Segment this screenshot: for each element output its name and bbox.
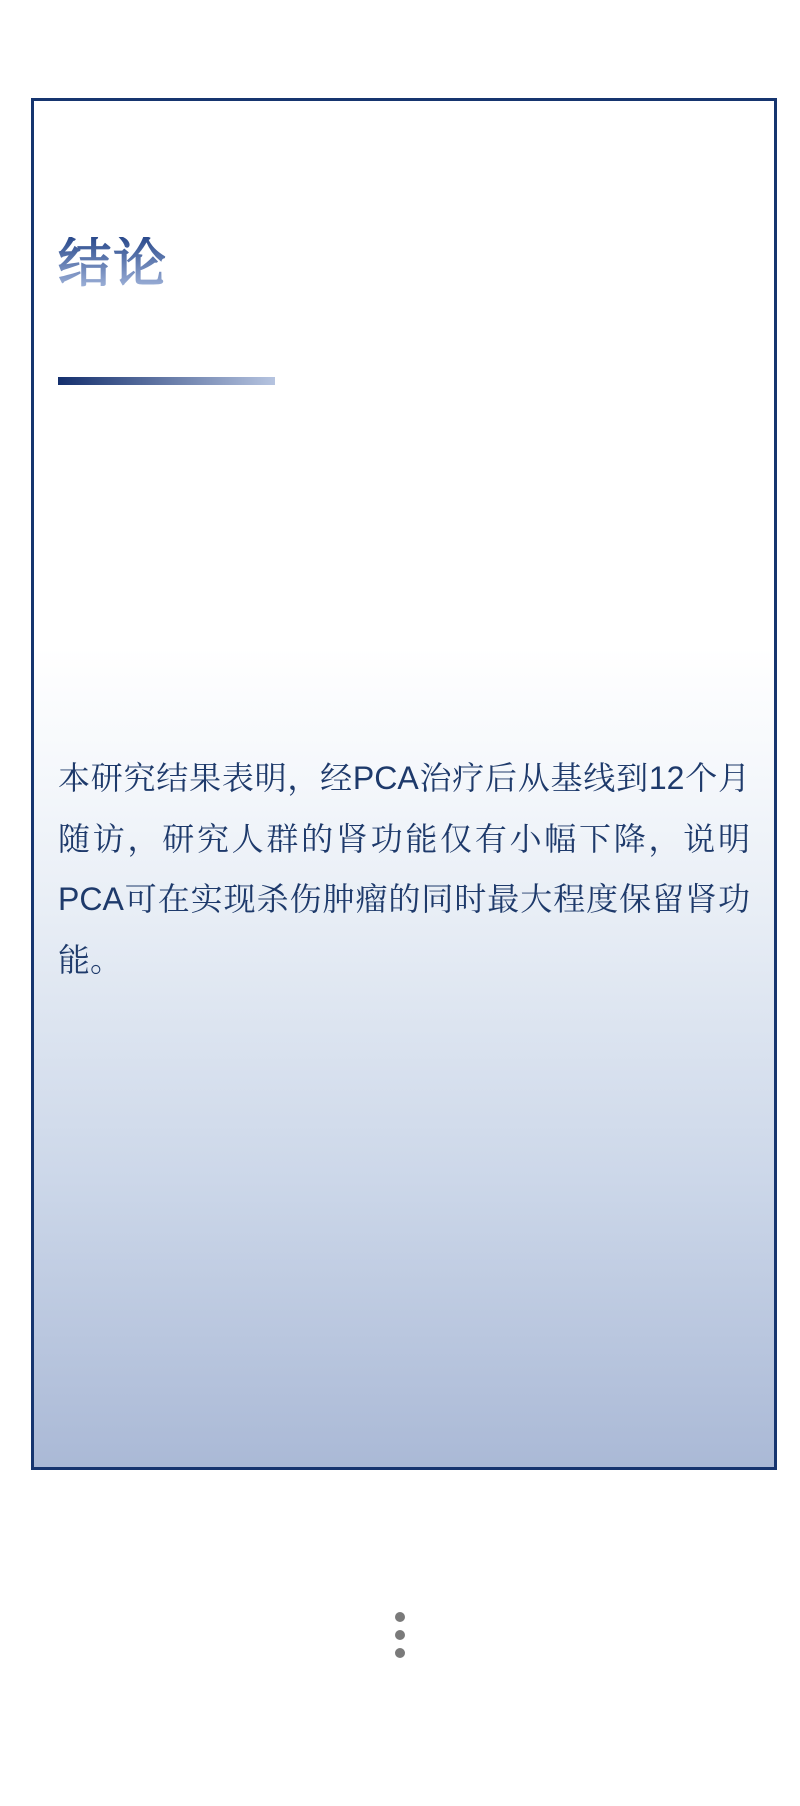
more-options-icon[interactable] [395,1612,405,1658]
title-divider [58,377,275,385]
ellipsis-dot [395,1648,405,1658]
conclusion-card [31,98,777,1470]
conclusion-paragraph: 本研究结果表明，经PCA治疗后从基线到12个月随访，研究人群的肾功能仅有小幅下降，说明PCA可在实现杀伤肿瘤的同时最大程度保留肾功能。 [58,760,750,978]
ellipsis-dot [395,1612,405,1622]
ellipsis-dot [395,1630,405,1640]
section-title: 结论 [58,234,168,293]
